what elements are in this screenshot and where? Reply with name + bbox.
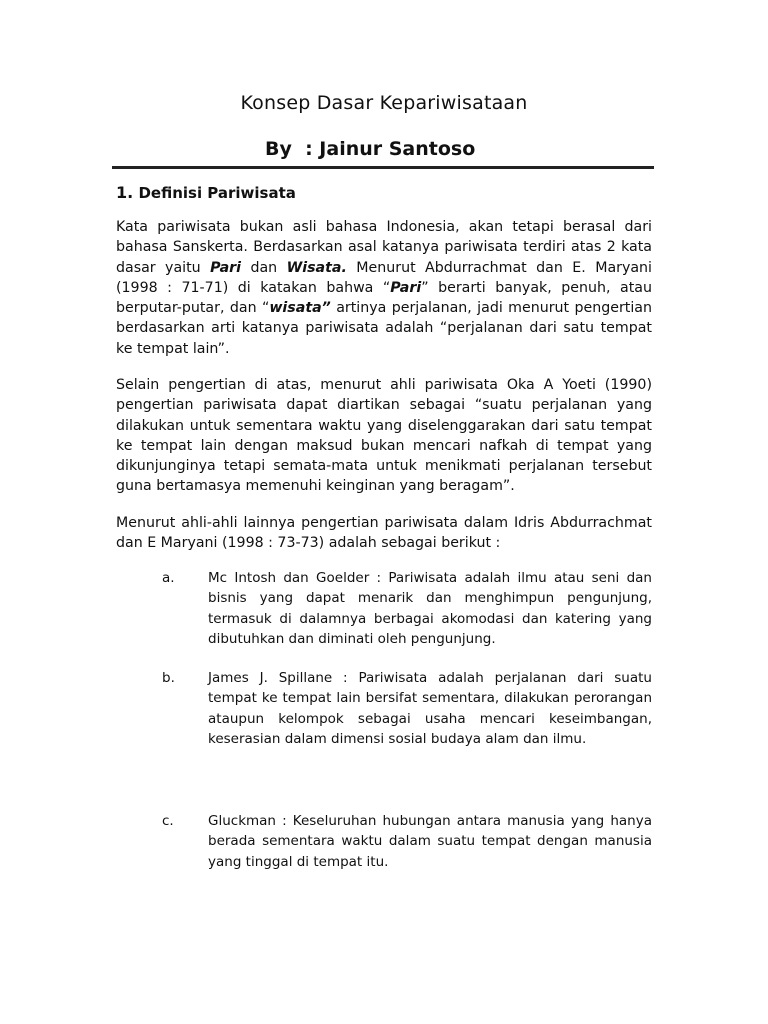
section-number: 1. <box>116 183 134 202</box>
title-divider <box>112 166 654 169</box>
emphasis-pari: Pari <box>390 279 422 296</box>
paragraph-other-experts: Menurut ahli-ahli lainnya pengertian pariwisata dalam Idris Abdurrachmat dan E Maryani (1998 : 73-73) adalah sebagai berikut : <box>116 515 652 552</box>
paragraph-oka-yoeti: Selain pengertian di atas, menurut ahli pariwisata Oka A Yoeti (1990) pengertian pariwisata dapat diartikan sebagai “suatu perjalanan yang dilakukan untuk sementara waktu yang diselenggarakan dari satu tempat ke tempat lain dengan maksud bukan mencari nafkah di tempat yang dikunjunginya tetapi semata-mata untuk menikmati perjalanan tersebut guna bertamasya memenuhi keinginan yang beragam”. <box>116 377 652 495</box>
emphasis-pari: Pari <box>210 259 242 276</box>
list-item-letter: c. <box>162 813 174 829</box>
section-heading-text: Definisi Pariwisata <box>138 184 296 202</box>
paragraph-text: Menurut Abdurrachmat dan E. Maryani (1998 : 71-71) di katakan bahwa “ <box>116 259 652 296</box>
paragraph-text: Kata pariwisata bukan asli bahasa Indonesia, akan tetapi berasal dari bahasa Sanskerta. Berdasarkan asal katanya pariwisata terdiri atas 2 kata dasar yaitu <box>116 219 652 276</box>
paragraph-text: ” berarti banyak, penuh, atau berputar-putar, dan “ <box>116 279 652 317</box>
list-item-text: Mc Intosh dan Goelder : Pariwisata adalah ilmu atau seni dan bisnis yang dapat menarik dan menghimpun pengunjung, termasuk di dalamnya berbagai akomodasi dan katering yang dibutuhkan dan diminati oleh pengunjung. <box>208 570 652 647</box>
document-title: Konsep Dasar Kepariwisataan <box>240 92 528 114</box>
list-item-letter: a. <box>162 570 175 586</box>
list-item-text: Gluckman : Keseluruhan hubungan antara manusia yang hanya berada sementara waktu dalam suatu tempat dengan manusia yang tinggal di tempat itu. <box>208 813 652 870</box>
section-heading <box>116 183 296 202</box>
paragraph-text: dan <box>241 259 287 276</box>
paragraph-text: artinya perjalanan, jadi menurut pengertian berdasarkan arti katanya pariwisata adalah “perjalanan dari satu tempat ke tempat lain”. <box>116 300 652 357</box>
emphasis-wisata: wisata” <box>269 300 331 317</box>
paragraph-definition <box>116 217 652 359</box>
emphasis-wisata: Wisata. <box>286 259 347 276</box>
list-item-letter: b. <box>162 670 175 686</box>
author-byline: By : Jainur Santoso <box>265 138 476 160</box>
list-item-text: James J. Spillane : Pariwisata adalah perjalanan dari suatu tempat ke tempat lain bersifat sementara, dilakukan perorangan ataupun kelompok sebagai usaha mencari keseimbangan, keserasian dalam dimensi sosial budaya alam dan ilmu. <box>208 670 652 747</box>
